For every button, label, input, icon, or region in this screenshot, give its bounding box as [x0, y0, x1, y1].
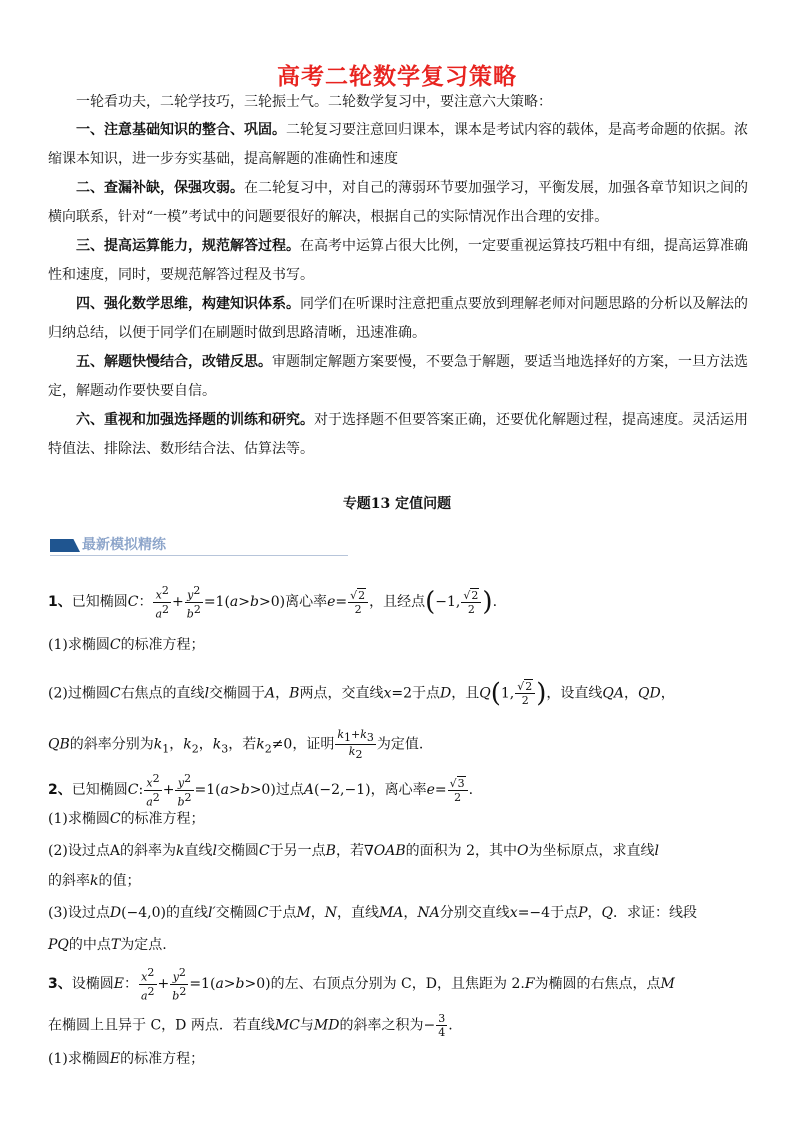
text: 的值； [98, 873, 141, 889]
section-banner [50, 533, 350, 557]
text: 两点，交直线 [299, 685, 384, 702]
text: 的面积为 2，其中 [405, 843, 517, 859]
problem-3-part-1: (1)求椭圆E的标准方程； [48, 1051, 205, 1067]
problem-3-stem: 3、设椭圆E： $\frac{x^2}{a^2}$ + $\frac{y^2}{b^2}$ =1(a>b>0)的左、右顶点分别为 C，D，且焦距为 2.F为椭圆的右焦点，点M [48, 966, 675, 1003]
strategy-head: 四、强化数学思维，构建知识体系。 [76, 296, 300, 312]
text: 设椭圆 [71, 976, 114, 993]
problem-1-part-2-cont: QB的斜率分别为$k_1$，$k_2$，$k_3$，若$k_2\ne 0$，证明 $\frac{k_1+k_3}{k_2}$ 为定值. [48, 728, 424, 762]
strategy-6 [48, 406, 748, 464]
text: 为定值. [376, 736, 424, 753]
strategy-body: 审题制定解题方案要慢，不要急于解题，要适当地选择好的方案，一旦方法选定，解题动作要快要自信。 [48, 354, 748, 399]
text: 于点 [268, 905, 297, 921]
strategy-head: 二、查漏补缺，保强攻弱。 [76, 180, 244, 196]
text: 为椭圆的右焦点，点 [534, 976, 661, 993]
text: ，且 [451, 685, 480, 702]
banner-bar-icon [50, 539, 80, 552]
strategy-3 [48, 232, 748, 290]
text: ，若 [228, 736, 257, 753]
problem-2-part-3: (3)设过点D(−4,0)的直线l′交椭圆C于点M，N，直线MA，NA分别交直线x=−4于点P，Q．求证：线段 [48, 905, 697, 921]
text: (1)求椭圆 [48, 1051, 110, 1067]
strategy-body: 同学们在听课时注意把重点要放到理解老师对问题思路的分析以及解法的归纳总结，以便于同学们在刷题时做到思路清晰，迅速准确。 [48, 296, 748, 341]
text: 的斜率 [48, 873, 90, 889]
text: 的中点 [68, 937, 111, 953]
text: 的标准方程； [120, 637, 205, 653]
text: 的斜率之积为 [339, 1017, 424, 1034]
text: 于另一点 [269, 843, 326, 859]
strategy-head: 五、解题快慢结合，改错反思。 [76, 354, 272, 370]
text: 已知椭圆 [71, 594, 128, 611]
text: 的斜率为 [119, 843, 176, 859]
strategy-2 [48, 174, 748, 232]
text: (2)过椭圆 [48, 685, 110, 702]
strategy-head: 六、重视和加强选择题的训练和研究。 [76, 412, 314, 428]
text: ，直线 [336, 905, 379, 921]
problem-1-part-1: (1)求椭圆C的标准方程； [48, 637, 205, 653]
topic-heading: 专题13 定值问题 [342, 496, 452, 512]
problem-number: 1、 [48, 594, 72, 611]
text: 的斜率分别为 [69, 736, 154, 753]
text: 过点 [275, 782, 304, 799]
strategy-1 [48, 116, 748, 174]
strategy-head: 三、提高运算能力，规范解答过程。 [76, 238, 300, 254]
text: 在椭圆上且异于 C，D 两点．若直线 [48, 1017, 275, 1034]
text: 交椭圆于 [209, 685, 266, 702]
text: 为定点. [120, 937, 167, 953]
text: 与 [299, 1017, 314, 1034]
text: 于点 [412, 685, 441, 702]
problem-2-part-2-cont: 的斜率k的值； [48, 873, 141, 889]
problem-1-part-2: (2)过椭圆C右焦点的直线l交椭圆于A，B两点，交直线x=2于点D，且Q(1, $\frac{√2}{2}$ )，设直线QA，QD， [48, 678, 675, 709]
text: 为坐标原点，求直线 [528, 843, 655, 859]
text: ，证明 [292, 736, 335, 753]
text: 的直线 [166, 905, 208, 921]
text: ．求证：线段 [612, 905, 697, 921]
banner-divider [50, 555, 348, 556]
text: 分别交直线 [439, 905, 510, 921]
text: (1)求椭圆 [48, 811, 110, 827]
problem-number: 3、 [48, 976, 72, 993]
text: 离心率 [285, 594, 328, 611]
text: 于点 [550, 905, 579, 921]
text: ，离心率 [370, 782, 427, 799]
text: 交椭圆 [216, 843, 259, 859]
problem-1-stem: 1、已知椭圆C： $\frac{x^2}{a^2}$ + $\frac{y^2}{b^2}$ =1(a>b>0)离心率e= $\frac{√2}{2}$ ，且经点(−1, $\frac{√2}{2}$ ). [48, 584, 498, 621]
problem-2-part-1: (1)求椭圆C的标准方程； [48, 811, 205, 827]
text: (2)设过点 [48, 843, 110, 859]
strategy-4 [48, 290, 748, 348]
section-banner-label: 最新模拟精练 [82, 537, 166, 553]
strategy-5 [48, 348, 748, 406]
text: ，且经点 [369, 594, 426, 611]
text: ，设直线 [546, 685, 603, 702]
text: 右焦点的直线 [120, 685, 205, 702]
text: (1)求椭圆 [48, 637, 110, 653]
problem-2-part-3-cont: PQ的中点T为定点. [48, 937, 167, 953]
text: 的标准方程； [120, 1051, 205, 1067]
problem-number: 2、 [48, 782, 72, 799]
strategy-body: 在高考中运算占很大比例，一定要重视运算技巧粗中有细，提高运算准确性和速度，同时，要规范解答过程及书写。 [48, 238, 748, 283]
problem-2-stem: 2、已知椭圆C: $\frac{x^2}{a^2}$ + $\frac{y^2}{b^2}$ =1(a>b>0)过点A(−2,−1)，离心率e= $\frac{√3}{2}$ . [48, 772, 474, 809]
text: ，若 [335, 843, 364, 859]
problem-3-stem-cont: 在椭圆上且异于 C，D 两点．若直线MC与MD的斜率之积为− $\frac{3}{4}$ . [48, 1012, 453, 1039]
problem-2-part-2: (2)设过点A的斜率为k直线l交椭圆C于另一点B，若∇OAB的面积为 2，其中O为坐标原点，求直线l [48, 843, 659, 859]
strategy-head: 一、注意基础知识的整合、巩固。 [76, 122, 286, 138]
strategy-body: 在二轮复习中，对自己的薄弱环节要加强学习，平衡发展，加强各章节知识之间的横向联系，针对“一模”考试中的问题要很好的解决，根据自己的实际情况作出合理的安排。 [48, 180, 748, 225]
strategy-body: 二轮复习要注意回归课本，课本是考试内容的载体，是高考命题的依据。浓缩课本知识，进一步夯实基础，提高解题的准确性和速度 [48, 122, 748, 167]
page-title: 高考二轮数学复习策略 [277, 64, 517, 90]
text: 的左、右顶点分别为 C，D，且焦距为 2. [270, 976, 525, 993]
text: 已知椭圆 [71, 782, 128, 799]
text: 的标准方程； [120, 811, 205, 827]
intro-paragraph: 一轮看功夫，二轮学技巧，三轮振士气。二轮数学复习中，要注意六大策略： [76, 94, 552, 110]
strategy-body: 对于选择题不但要答案正确，还要优化解题过程，提高速度。灵活运用特值法、排除法、数形结合法、估算法等。 [48, 412, 748, 457]
text: 直线 [184, 843, 213, 859]
text: 交椭圆 [215, 905, 258, 921]
text: (3)设过点 [48, 905, 110, 921]
